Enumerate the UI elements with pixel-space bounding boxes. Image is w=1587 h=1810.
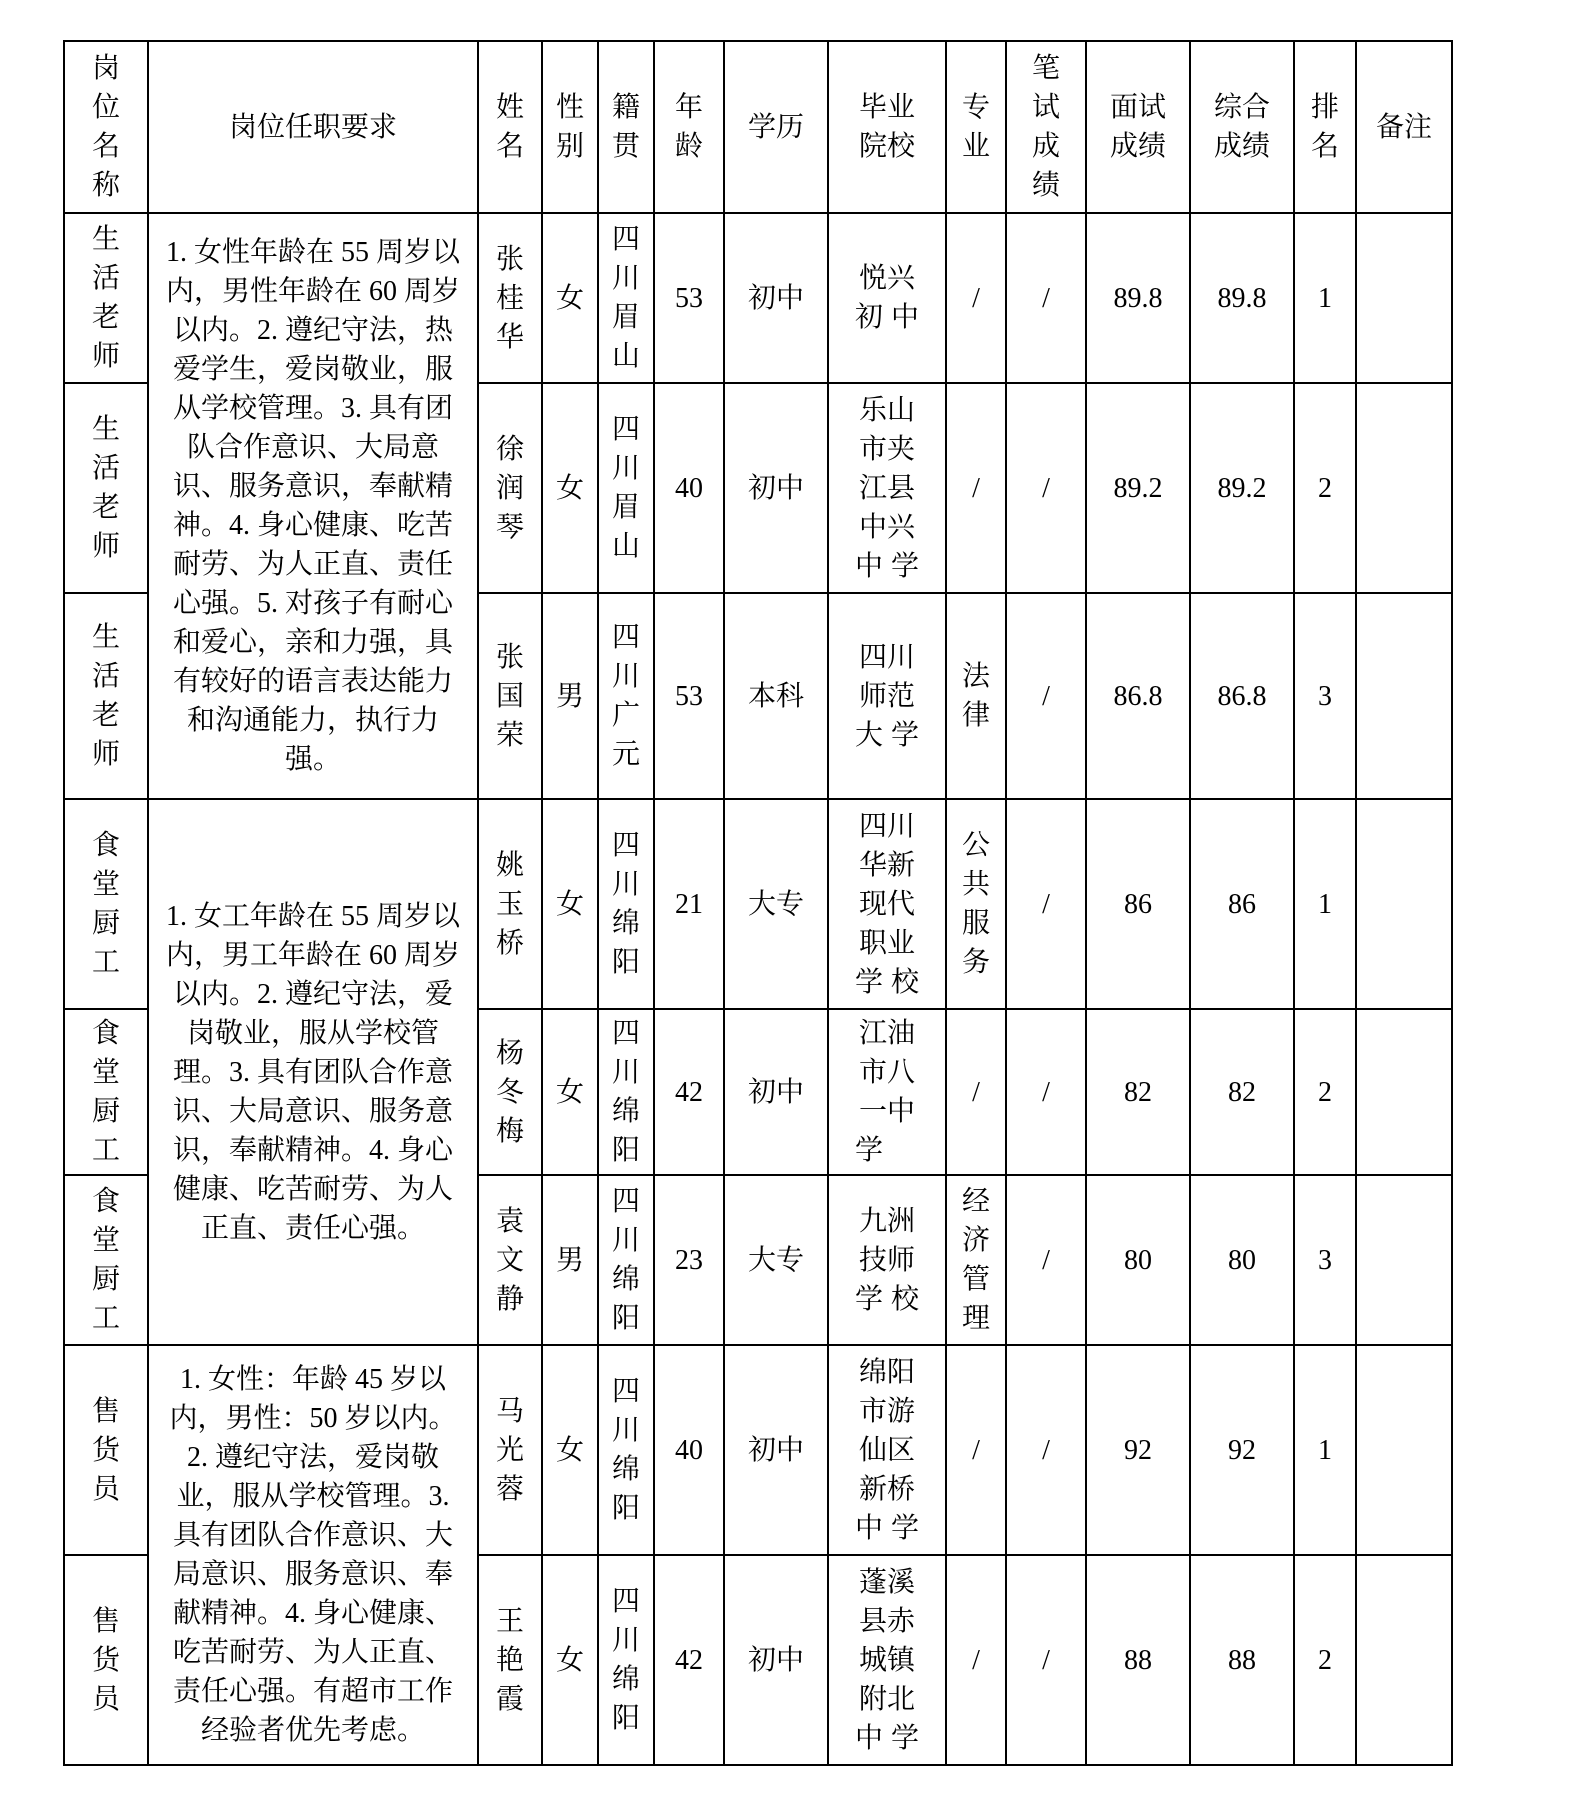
cell-school: 江油市八一中学 bbox=[828, 1009, 946, 1175]
cell-hometown: 四川眉山 bbox=[598, 383, 654, 593]
cell-gender: 男 bbox=[542, 1175, 598, 1345]
cell-rank: 2 bbox=[1294, 1555, 1356, 1765]
cell-rank: 3 bbox=[1294, 1175, 1356, 1345]
cell-position: 食堂厨工 bbox=[64, 799, 148, 1009]
cell-education: 初中 bbox=[724, 1009, 828, 1175]
cell-hometown: 四川绵阳 bbox=[598, 1555, 654, 1765]
cell-age: 40 bbox=[654, 383, 724, 593]
cell-written-score: / bbox=[1006, 1555, 1086, 1765]
cell-overall-score: 82 bbox=[1190, 1009, 1294, 1175]
cell-interview-score: 86.8 bbox=[1086, 593, 1190, 799]
cell-school: 乐山市夹江县中兴中学 bbox=[828, 383, 946, 593]
col-header-gender: 性别 bbox=[542, 41, 598, 213]
cell-age: 21 bbox=[654, 799, 724, 1009]
cell-overall-score: 89.2 bbox=[1190, 383, 1294, 593]
cell-rank: 1 bbox=[1294, 799, 1356, 1009]
cell-gender: 女 bbox=[542, 1555, 598, 1765]
cell-interview-score: 92 bbox=[1086, 1345, 1190, 1555]
cell-remark bbox=[1356, 383, 1452, 593]
cell-rank: 2 bbox=[1294, 1009, 1356, 1175]
cell-age: 40 bbox=[654, 1345, 724, 1555]
cell-age: 42 bbox=[654, 1555, 724, 1765]
cell-written-score: / bbox=[1006, 1345, 1086, 1555]
cell-overall-score: 86 bbox=[1190, 799, 1294, 1009]
cell-written-score: / bbox=[1006, 1009, 1086, 1175]
cell-written-score: / bbox=[1006, 213, 1086, 383]
cell-education: 初中 bbox=[724, 1555, 828, 1765]
cell-interview-score: 88 bbox=[1086, 1555, 1190, 1765]
cell-age: 23 bbox=[654, 1175, 724, 1345]
col-header-hometown: 籍贯 bbox=[598, 41, 654, 213]
cell-major: / bbox=[946, 383, 1006, 593]
cell-remark bbox=[1356, 1555, 1452, 1765]
cell-remark bbox=[1356, 799, 1452, 1009]
cell-interview-score: 89.8 bbox=[1086, 213, 1190, 383]
cell-school: 绵阳市游仙区新桥中学 bbox=[828, 1345, 946, 1555]
col-header-age: 年龄 bbox=[654, 41, 724, 213]
cell-position: 生活老师 bbox=[64, 383, 148, 593]
cell-education: 初中 bbox=[724, 1345, 828, 1555]
table-row bbox=[64, 1345, 1452, 1555]
col-header-education: 学历 bbox=[724, 41, 828, 213]
cell-education: 本科 bbox=[724, 593, 828, 799]
cell-hometown: 四川绵阳 bbox=[598, 799, 654, 1009]
cell-education: 大专 bbox=[724, 1175, 828, 1345]
cell-gender: 女 bbox=[542, 1345, 598, 1555]
cell-major: 经济管理 bbox=[946, 1175, 1006, 1345]
cell-overall-score: 80 bbox=[1190, 1175, 1294, 1345]
cell-school: 四川华新现代职业学校 bbox=[828, 799, 946, 1009]
cell-name: 袁文静 bbox=[478, 1175, 542, 1345]
cell-position: 食堂厨工 bbox=[64, 1175, 148, 1345]
cell-written-score: / bbox=[1006, 383, 1086, 593]
cell-major: 法律 bbox=[946, 593, 1006, 799]
col-header-written-score: 笔试成绩 bbox=[1006, 41, 1086, 213]
col-header-remark: 备注 bbox=[1356, 41, 1452, 213]
cell-position: 售货员 bbox=[64, 1345, 148, 1555]
col-header-requirements: 岗位任职要求 bbox=[148, 41, 478, 213]
col-header-interview-score: 面试成绩 bbox=[1086, 41, 1190, 213]
col-header-school: 毕业院校 bbox=[828, 41, 946, 213]
cell-age: 53 bbox=[654, 213, 724, 383]
cell-major: / bbox=[946, 1345, 1006, 1555]
col-header-position: 岗位名称 bbox=[64, 41, 148, 213]
cell-position: 生活老师 bbox=[64, 213, 148, 383]
cell-name: 徐润琴 bbox=[478, 383, 542, 593]
cell-school: 四川师范大学 bbox=[828, 593, 946, 799]
cell-hometown: 四川广元 bbox=[598, 593, 654, 799]
col-header-overall-score: 综合成绩 bbox=[1190, 41, 1294, 213]
cell-major: / bbox=[946, 213, 1006, 383]
cell-major: / bbox=[946, 1555, 1006, 1765]
cell-school: 蓬溪县赤城镇附北中学 bbox=[828, 1555, 946, 1765]
cell-hometown: 四川绵阳 bbox=[598, 1175, 654, 1345]
cell-position: 食堂厨工 bbox=[64, 1009, 148, 1175]
cell-remark bbox=[1356, 1009, 1452, 1175]
cell-major: / bbox=[946, 1009, 1006, 1175]
col-header-major: 专业 bbox=[946, 41, 1006, 213]
cell-education: 初中 bbox=[724, 213, 828, 383]
cell-name: 张桂华 bbox=[478, 213, 542, 383]
cell-written-score: / bbox=[1006, 593, 1086, 799]
cell-position: 售货员 bbox=[64, 1555, 148, 1765]
header-row bbox=[64, 41, 1452, 213]
cell-gender: 女 bbox=[542, 1009, 598, 1175]
col-header-rank: 排名 bbox=[1294, 41, 1356, 213]
cell-remark bbox=[1356, 1345, 1452, 1555]
cell-name: 张国荣 bbox=[478, 593, 542, 799]
cell-major: 公共服务 bbox=[946, 799, 1006, 1009]
cell-remark bbox=[1356, 1175, 1452, 1345]
cell-overall-score: 88 bbox=[1190, 1555, 1294, 1765]
cell-gender: 女 bbox=[542, 799, 598, 1009]
cell-interview-score: 82 bbox=[1086, 1009, 1190, 1175]
cell-age: 53 bbox=[654, 593, 724, 799]
cell-hometown: 四川绵阳 bbox=[598, 1009, 654, 1175]
cell-overall-score: 89.8 bbox=[1190, 213, 1294, 383]
cell-name: 姚玉桥 bbox=[478, 799, 542, 1009]
cell-interview-score: 80 bbox=[1086, 1175, 1190, 1345]
cell-education: 大专 bbox=[724, 799, 828, 1009]
cell-age: 42 bbox=[654, 1009, 724, 1175]
cell-gender: 女 bbox=[542, 213, 598, 383]
cell-school: 悦兴初中 bbox=[828, 213, 946, 383]
cell-rank: 1 bbox=[1294, 213, 1356, 383]
cell-position: 生活老师 bbox=[64, 593, 148, 799]
cell-rank: 3 bbox=[1294, 593, 1356, 799]
col-header-name: 姓名 bbox=[478, 41, 542, 213]
results-table bbox=[63, 40, 1453, 1766]
cell-requirements: 1. 女性：年龄 45 岁以内，男性：50 岁以内。2. 遵纪守法，爱岗敬业，服从学校管理。3. 具有团队合作意识、大局意识、服务意识、奉献精神。4. 身心健康、吃苦耐劳、为人正直、责任心强。有超市工作经验者优先考虑。 bbox=[148, 1345, 478, 1765]
cell-written-score: / bbox=[1006, 799, 1086, 1009]
cell-gender: 男 bbox=[542, 593, 598, 799]
cell-hometown: 四川眉山 bbox=[598, 213, 654, 383]
cell-hometown: 四川绵阳 bbox=[598, 1345, 654, 1555]
cell-requirements: 1. 女性年龄在 55 周岁以内，男性年龄在 60 周岁以内。2. 遵纪守法，热爱学生，爱岗敬业，服从学校管理。3. 具有团队合作意识、大局意识、服务意识，奉献精神。4. 身心健康、吃苦耐劳、为人正直、责任心强。5. 对孩子有耐心和爱心，亲和力强，具有较好的语言表达能力和沟通能力，执行力强。 bbox=[148, 213, 478, 799]
cell-name: 王艳霞 bbox=[478, 1555, 542, 1765]
cell-overall-score: 86.8 bbox=[1190, 593, 1294, 799]
cell-interview-score: 89.2 bbox=[1086, 383, 1190, 593]
cell-education: 初中 bbox=[724, 383, 828, 593]
cell-written-score: / bbox=[1006, 1175, 1086, 1345]
cell-remark bbox=[1356, 593, 1452, 799]
cell-overall-score: 92 bbox=[1190, 1345, 1294, 1555]
cell-rank: 1 bbox=[1294, 1345, 1356, 1555]
cell-school: 九洲技师学校 bbox=[828, 1175, 946, 1345]
cell-requirements: 1. 女工年龄在 55 周岁以内，男工年龄在 60 周岁以内。2. 遵纪守法，爱岗敬业，服从学校管理。3. 具有团队合作意识、大局意识、服务意识，奉献精神。4. 身心健康、吃苦耐劳、为人正直、责任心强。 bbox=[148, 799, 478, 1345]
cell-interview-score: 86 bbox=[1086, 799, 1190, 1009]
cell-remark bbox=[1356, 213, 1452, 383]
cell-name: 马光蓉 bbox=[478, 1345, 542, 1555]
cell-rank: 2 bbox=[1294, 383, 1356, 593]
table-row bbox=[64, 799, 1452, 1009]
cell-name: 杨冬梅 bbox=[478, 1009, 542, 1175]
table-row bbox=[64, 213, 1452, 383]
cell-gender: 女 bbox=[542, 383, 598, 593]
